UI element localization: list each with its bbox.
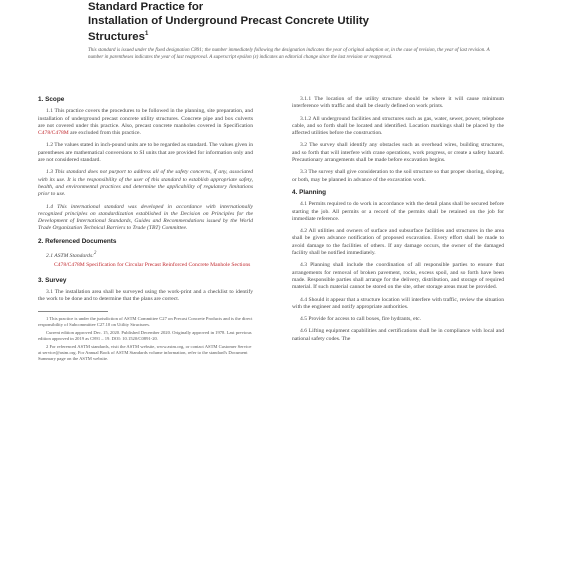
paragraph-4-4: 4.4 Should it appear that a structure location will interfere with traffic, review the situation with the engineer and notify appropriate authorities. xyxy=(292,296,504,310)
right-column xyxy=(292,96,504,348)
paragraph-3-2: 3.2 The survey shall identify any obstacles such as overhead wires, building structures, and so forth that will interfere with crane operations, work progress, or create a safety hazard. Precautionary arrangements shall be made before excavation begins. xyxy=(292,142,504,164)
section-planning-heading: 4. Planning xyxy=(292,188,327,196)
title-line-2: Installation of Underground Precast Concrete Utility xyxy=(88,14,370,27)
paragraph-1-1: 1.1 This practice covers the procedures to be followed in the planning, site preparation, and installation of underground precast concrete utility structures. Concrete pipe and box culverts are not covered under this practice. Also, precast concrete manholes covered in Specification C478/C478M are excluded from this practice. xyxy=(38,108,253,137)
paragraph-1-2: 1.2 The values stated in inch-pound units are to be regarded as standard. The values given in parentheses are mathematical conversions to SI units that are provided for information only and are not considered standard. xyxy=(38,142,253,164)
footnote-1: 1 This practice is under the jurisdiction of ASTM Committee C27 on Precast Concrete Products and is the direct responsibility of Subcommittee C27.10 on Utility Structures. xyxy=(38,316,253,328)
section-scope-heading: 1. Scope xyxy=(38,96,65,103)
title-line-1: Standard Practice for xyxy=(88,1,204,13)
document-title xyxy=(88,1,508,44)
section-referenced-documents-heading: 2. Referenced Documents xyxy=(38,237,117,245)
link-c478[interactable]: C478/C478M xyxy=(38,130,69,137)
paragraph-4-1: 4.1 Permits required to do work in accordance with the detail plans shall be secured before starting the job. All permits or a record of the permits shall be retained on the job for immediate reference. xyxy=(292,201,504,222)
paragraph-4-5: 4.5 Provide for access to call boxes, fire hydrants, etc. xyxy=(300,316,422,323)
left-column xyxy=(38,96,253,364)
astm-standards-label: 2.1 ASTM Standards:$^2$ xyxy=(46,251,97,259)
reference-c478[interactable]: C478/C478M Specification for Circular Precast Reinforced Concrete Manhole Sections xyxy=(54,262,251,269)
paragraph-4-3: 4.3 Planning shall include the coordination of all responsible parties to ensure that arrangements for removal of broken pavement, rocks, excess spoil, and so forth have been made. Responsible parties shall arrange for the delivery, distribution, and storage of required material. If such material cannot be stored on the site, other storage areas must be provided. xyxy=(292,262,504,291)
paragraph-1-4: 1.4 This international standard was developed in accordance with internationally recognized principles on standardization established in the Decision on Principles for the Development of International Standards, Guides and Recommendations issued by the World Trade Organization Technical Barriers to Trade (TBT) Committee. xyxy=(38,203,253,232)
section-survey-heading: 3. Survey xyxy=(38,276,67,284)
paragraph-1-3: 1.3 This standard does not purport to address all of the safety concerns, if any, associated with its use. It is the responsibility of the user of this standard to establish appropriate safety, health, and environmental practices and determine the applicability of regulatory limitations prior to use. xyxy=(38,169,253,198)
designation-notice: This standard is issued under the fixed designation C891; the number immediately following the designation indicates the year of original adoption or, in the case of revision, the year of last revision. A number in parentheses indicates the year of last reapproval. A superscript epsilon (ε) indicates an editorial change since the last revision or reapproval. xyxy=(88,48,490,60)
paragraph-3-1: 3.1 The installation area shall be surveyed using the work-print and a checklist to identify the work to be done and to determine that the plans are correct. xyxy=(38,288,253,303)
footnote-2: 2 For referenced ASTM standards, visit the ASTM website, www.astm.org, or contact ASTM Customer Service at service@astm.org. For Annual Book of ASTM Standards volume information, refer to the standard's Document Summary page on the ASTM website. xyxy=(38,344,252,362)
footnote-edition: Current edition approved Dec. 15, 2020. Published December 2020. Originally approved in 1978. Last previous edition approved in 2019 as C891 – 19. DOI: 10.1520/C0891-20. xyxy=(38,330,252,342)
paragraph-3-1-1: 3.1.1 The location of the utility structure should be where it will cause minimum interference with traffic and shall be clearly defined on work prints. xyxy=(292,96,504,110)
paragraph-4-2: 4.2 All utilities and owners of surface and subsurface facilities and structures in the area shall be given advance notification of proposed excavation. Every effort shall be made to avoid damage to the facilities of others. If any damage occurs, the owner of the damaged facility shall be notified immediately. xyxy=(292,228,504,257)
paragraph-4-6: 4.6 Lifting equipment capabilities and certifications shall be in compliance with local and national safety codes. The xyxy=(292,328,504,342)
paragraph-3-3: 3.3 The survey shall give consideration to the soil structure so that proper shoring, sloping, or both, may be planned in advance of the excavation work. xyxy=(292,169,504,183)
paragraph-3-1-2: 3.1.2 All underground facilities and structures such as gas, water, sewer, power, telephone cable, and so forth shall be located and identified. Location markings shall be placed by the affected utilities before the construction. xyxy=(292,115,504,137)
title-line-3: Structures$^1$ xyxy=(88,30,149,43)
footnote-divider xyxy=(38,311,108,312)
title-footnote-marker: 1 xyxy=(144,31,149,37)
